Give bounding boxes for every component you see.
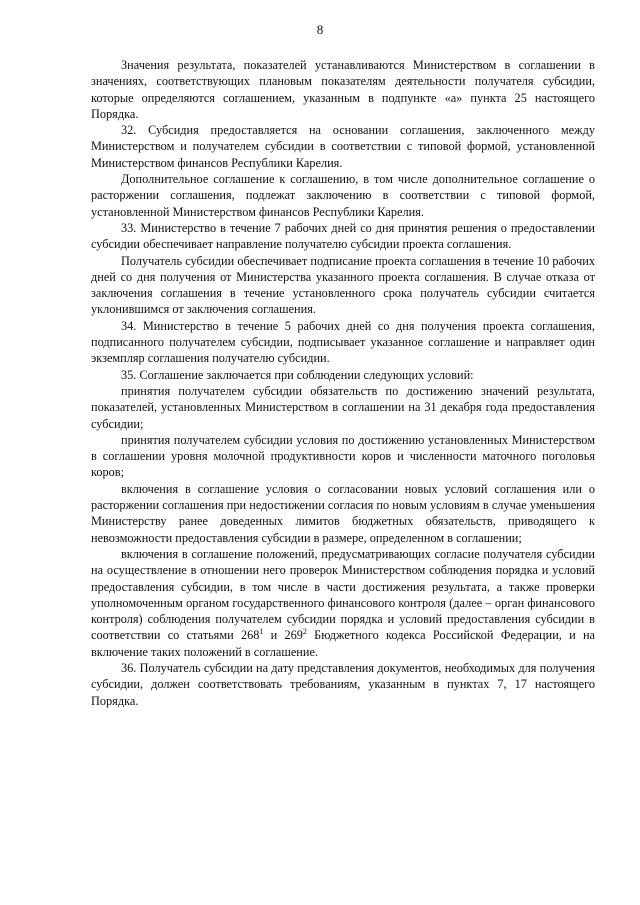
page-number: 8 bbox=[316, 22, 324, 37]
paragraph-33: 33. Министерство в течение 7 рабочих дней со дня принятия решения о предоставлении субсидии обеспечивает направление получателю субсидии проекта соглашения. bbox=[91, 220, 595, 252]
control-text-middle: и 269 bbox=[263, 628, 303, 643]
paragraph-34: 34. Министерство в течение 5 рабочих дней со дня получения проекта соглашения, подписанного получателем субсидии, подписывает указанное соглашение и направляет один экземпляр соглашения получателю субсидии. bbox=[91, 318, 595, 366]
control-text-before: включения в соглашение положений, предусматривающих согласие получателя субсидии на осуществление в отношении него проверок Министерством соблюдения порядка и условий предоставления субсидии, в том числе в части достижения результата, а также проверки уполномоченным органом государственного финансового контроля (далее – орган финансового контроля) соблюдения получателем субсидии порядка и условий предоставления субсидии в соответствии со статьями 268 bbox=[91, 546, 595, 643]
paragraph-35: 35. Соглашение заключается при соблюдении следующих условий: bbox=[121, 367, 474, 382]
paragraph-36: 36. Получатель субсидии на дату представления документов, необходимых для получения субсидии, должен соответствовать требованиям, указанным в пунктах 7, 17 настоящего Порядка. bbox=[91, 660, 595, 708]
condition-control-consent bbox=[91, 546, 595, 660]
paragraph-additional-agreement: Дополнительное соглашение к соглашению, в том числе дополнительное соглашение о расторжении соглашения, подлежат заключению в соответствии с типовой формой, установленной Министерством финансов Республики Карелия. bbox=[91, 172, 595, 219]
paragraph-32: 32. Субсидия предоставляется на основании соглашения, заключенного между Министерством и получателем субсидии в соответствии с типовой формой, установленной Министерством финансов Республики Карелия. bbox=[91, 123, 595, 170]
paragraph-result-values: Значения результата, показателей устанавливаются Министерством в соглашении в значениях, соответствующих плановым показателям деятельности получателя субсидии, которые определяются соглашением, указанным в подпункте «а» пункта 25 настоящего Порядка. bbox=[91, 58, 595, 121]
superscript-2: 2 bbox=[302, 627, 307, 637]
document-body bbox=[91, 57, 595, 709]
paragraph-signing: Получатель субсидии обеспечивает подписание проекта соглашения в течение 10 рабочих дней со дня получения от Министерства указанного проекта соглашения. В случае отказа от заключения соглашения в течение установленного срока получатель субсидии считается уклонившимся от заключения соглашения. bbox=[91, 253, 595, 317]
condition-milk-productivity: принятия получателем субсидии условия по достижению установленных Министерством в соглашении уровня молочной продуктивности коров и численности маточного поголовья коров; bbox=[91, 432, 595, 480]
control-text-after: Бюджетного кодекса Российской Федерации, и на включение таких положений в соглашение. bbox=[91, 628, 595, 659]
condition-new-terms: включения в соглашение условия о согласовании новых условий соглашения или о расторжении соглашения при недостижении согласия по новым условиям в случае уменьшения Министерству ранее доведенных лимитов бюджетных обязательств, приводящего к невозможности предоставления субсидии в размере, определенном в соглашении; bbox=[91, 481, 595, 545]
condition-obligations: принятия получателем субсидии обязательств по достижению значений результата, показателей, установленных Министерством в соглашении на 31 декабря года предоставления субсидии; bbox=[91, 383, 595, 431]
superscript-1: 1 bbox=[259, 627, 264, 637]
